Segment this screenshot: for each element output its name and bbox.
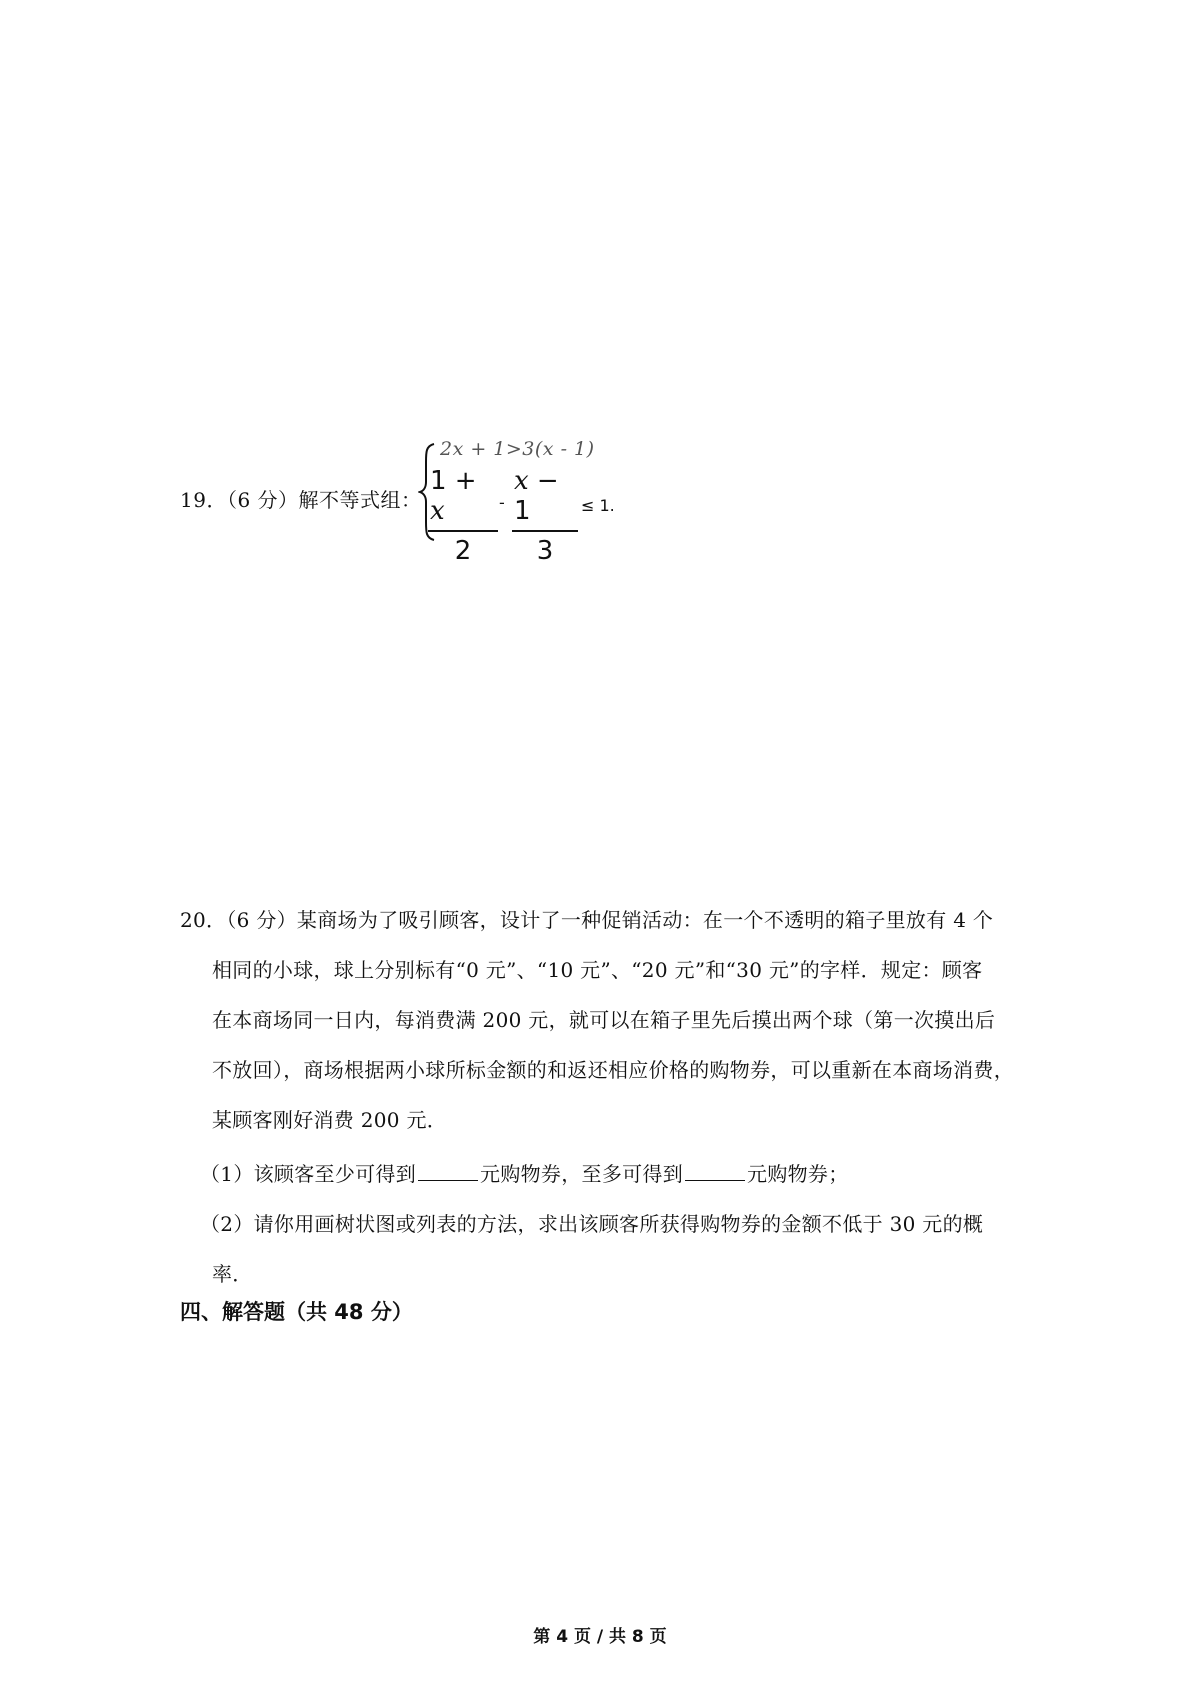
part-1-text-a: （1）该顾客至少可得到: [200, 1162, 417, 1186]
fraction-1: [428, 466, 498, 566]
fraction-2-numerator: x − 1: [514, 466, 559, 526]
question-20-line-5: 某顾客刚好消费 200 元．: [212, 1108, 448, 1132]
question-20-line-4: 不放回），商场根据两小球所标金额的和返还相应价格的购物券，可以重新在本商场消费，: [212, 1058, 1014, 1082]
question-20-line-2: 相同的小球，球上分别标有“0 元”、“10 元”、“20 元”和“30 元”的字样．规定：顾客: [212, 958, 983, 982]
part-1-text-c: 元购物券；: [747, 1162, 849, 1186]
fraction-2: [512, 466, 578, 566]
inequality-1: 2x + 1>3(x - 1): [440, 438, 595, 460]
question-19-label: 19．（6 分）解不等式组：: [180, 488, 422, 512]
leq-operator: ≤ 1.: [581, 496, 615, 515]
answer-blank-max: [685, 1162, 745, 1181]
question-20-part-2-line-2: 率．: [212, 1262, 253, 1286]
fraction-1-bar: [428, 530, 498, 532]
question-20-line-1: 20．（6 分）某商场为了吸引顾客，设计了一种促销活动：在一个不透明的箱子里放有 4 个: [180, 908, 994, 932]
question-20-part-2-line-1: （2）请你用画树状图或列表的方法，求出该顾客所获得购物券的金额不低于 30 元的概: [200, 1212, 984, 1236]
question-20-line-3: 在本商场同一日内，每消费满 200 元，就可以在箱子里先后摸出两个球（第一次摸出后: [212, 1008, 996, 1032]
minus-operator: -: [499, 493, 505, 512]
section-heading: 四、解答题（共 48 分）: [180, 1300, 413, 1324]
fraction-2-bar: [512, 530, 578, 532]
answer-blank-min: [418, 1162, 478, 1181]
fraction-1-numerator: 1 + x: [430, 466, 477, 526]
fraction-2-denominator: 3: [536, 535, 554, 566]
page-footer: 第 4 页 / 共 8 页: [533, 1627, 667, 1647]
part-1-text-b: 元购物券，至多可得到: [480, 1162, 684, 1186]
question-20-part-1: [200, 1158, 849, 1187]
fraction-1-denominator: 2: [454, 535, 472, 566]
